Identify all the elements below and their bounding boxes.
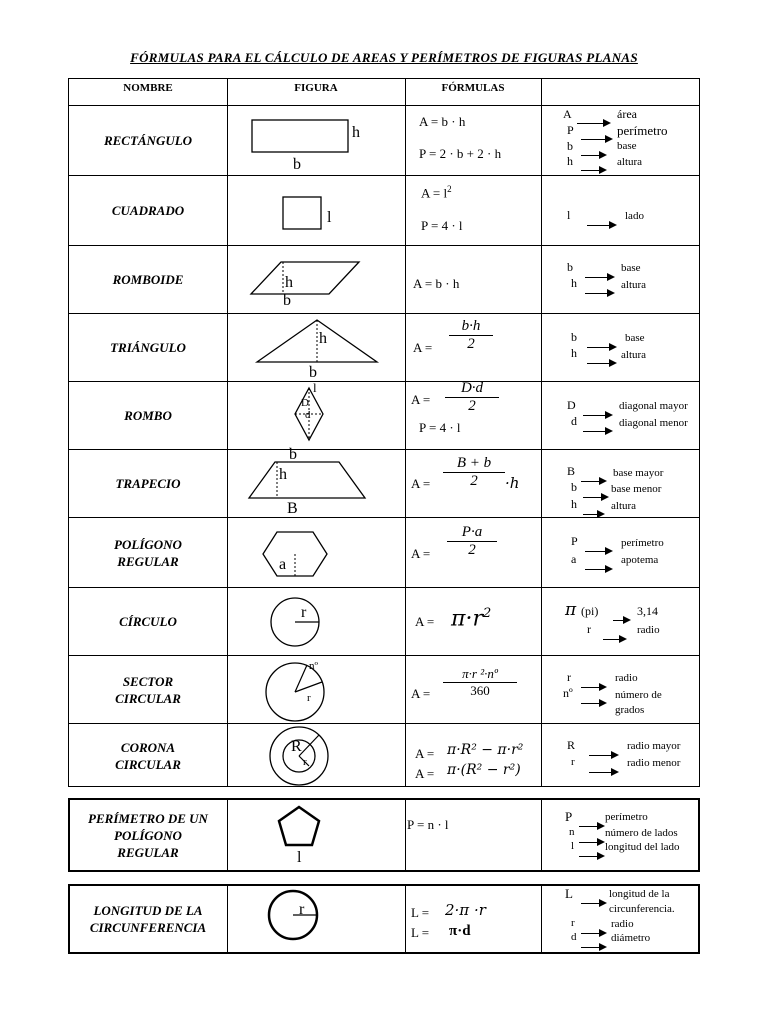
header-name: NOMBRE <box>123 82 173 94</box>
row-poligono-regular <box>69 517 699 587</box>
row-legend: D diagonal mayor d diagonal menor <box>541 382 699 449</box>
row-formulas: A = $\frac{b\cdot h}{2}$ <box>405 314 541 381</box>
row-formulas: A = $\frac{P\cdot a}{2}$ <box>405 518 541 587</box>
row-name: PERÍMETRO DE UN POLÍGONO REGULAR <box>88 810 208 860</box>
circumference-figure: r <box>227 885 405 953</box>
row-name: ROMBOIDE <box>112 272 184 287</box>
sector-figure: nº r <box>227 656 405 723</box>
formulas-table <box>68 78 700 787</box>
row-formulas: A = $\frac{\text{π·r ²·nº}}{360}$ <box>405 656 541 723</box>
row-legend: P perímetro n número de lados l longitud del lado <box>541 799 699 871</box>
square-figure: l <box>227 176 405 245</box>
parallelogram-figure: h b <box>227 246 405 313</box>
perimeter-table <box>68 798 700 872</box>
rhombus-figure: l D d <box>227 382 405 449</box>
row-legend: A área P perímetro b base h altura <box>541 106 699 175</box>
row-formulas: A = $\frac{D\cdot d}{2}$ P = 4 · l <box>405 382 541 449</box>
row-name: CORONA CIRCULAR <box>115 740 181 772</box>
row-sector-circular <box>69 655 699 723</box>
row-legend: b base h altura <box>541 314 699 381</box>
header-formulas: FÓRMULAS <box>441 82 505 94</box>
row-name: SECTOR CIRCULAR <box>115 673 181 706</box>
row-triangulo <box>69 313 699 381</box>
row-rombo <box>69 381 699 449</box>
row-name: TRIÁNGULO <box>110 340 186 355</box>
rectangle-figure: h b <box>227 106 405 175</box>
row-formulas: A = $\frac{B + b}{2}$ ·h <box>411 455 520 492</box>
hexagon-figure: a <box>227 518 405 587</box>
row-romboide <box>69 245 699 313</box>
row-legend: P perímetro a apotema <box>541 518 699 587</box>
row-rectangulo <box>69 105 699 175</box>
row-name: LONGITUD DE LA CIRCUNFERENCIA <box>89 903 207 935</box>
row-formulas: A = π·R² − π·r² A = π·(R² − r²) <box>415 742 524 781</box>
row-name: CUADRADO <box>111 203 185 218</box>
row-legend: b base h altura <box>541 246 699 313</box>
trapezoid-figure: b h B <box>227 450 405 517</box>
row-trapecio <box>69 446 699 517</box>
row-formulas: A = $\pi\cdot r^2$ <box>415 606 492 632</box>
row-formulas: $A = l^2$ P = 4 · l <box>421 184 463 233</box>
annulus-figure: R r <box>227 724 405 788</box>
row-name: TRAPECIO <box>115 476 181 491</box>
row-circulo <box>69 587 699 655</box>
page-title: FÓRMULAS PARA EL CÁLCULO DE AREAS Y PERÍMETROS DE FIGURAS PLANAS <box>130 50 638 65</box>
row-legend: L longitud de la circunferencia. r radio d diámetro <box>541 885 699 953</box>
row-formulas: P = n · l <box>407 817 449 832</box>
row-name: ROMBO <box>124 408 172 423</box>
row-formulas: A = b · h <box>413 276 460 291</box>
row-corona-circular <box>69 723 699 788</box>
row-legend: l lado <box>541 176 699 245</box>
circle-figure: r <box>227 588 405 655</box>
row-name: RECTÁNGULO <box>103 133 193 148</box>
row-formulas: A = b · h P = 2 · b + 2 · h <box>419 114 502 161</box>
row-legend: r radio nº número de grados <box>563 670 662 716</box>
pentagon-figure: l <box>227 799 405 871</box>
row-legend: B base mayor b base menor h altura <box>541 450 699 517</box>
row-name: POLÍGONO REGULAR <box>114 536 182 569</box>
row-name: CÍRCULO <box>119 614 177 629</box>
row-cuadrado <box>69 175 699 245</box>
row-legend: π (pi) 3,14 r radio <box>541 588 699 655</box>
circumference-table <box>68 884 700 954</box>
header-figure: FIGURA <box>294 82 338 94</box>
triangle-figure: h b <box>227 314 405 381</box>
row-legend: R radio mayor r radio menor <box>541 724 699 788</box>
row-formulas: L = 2·π ·r L = π·d <box>411 901 486 940</box>
